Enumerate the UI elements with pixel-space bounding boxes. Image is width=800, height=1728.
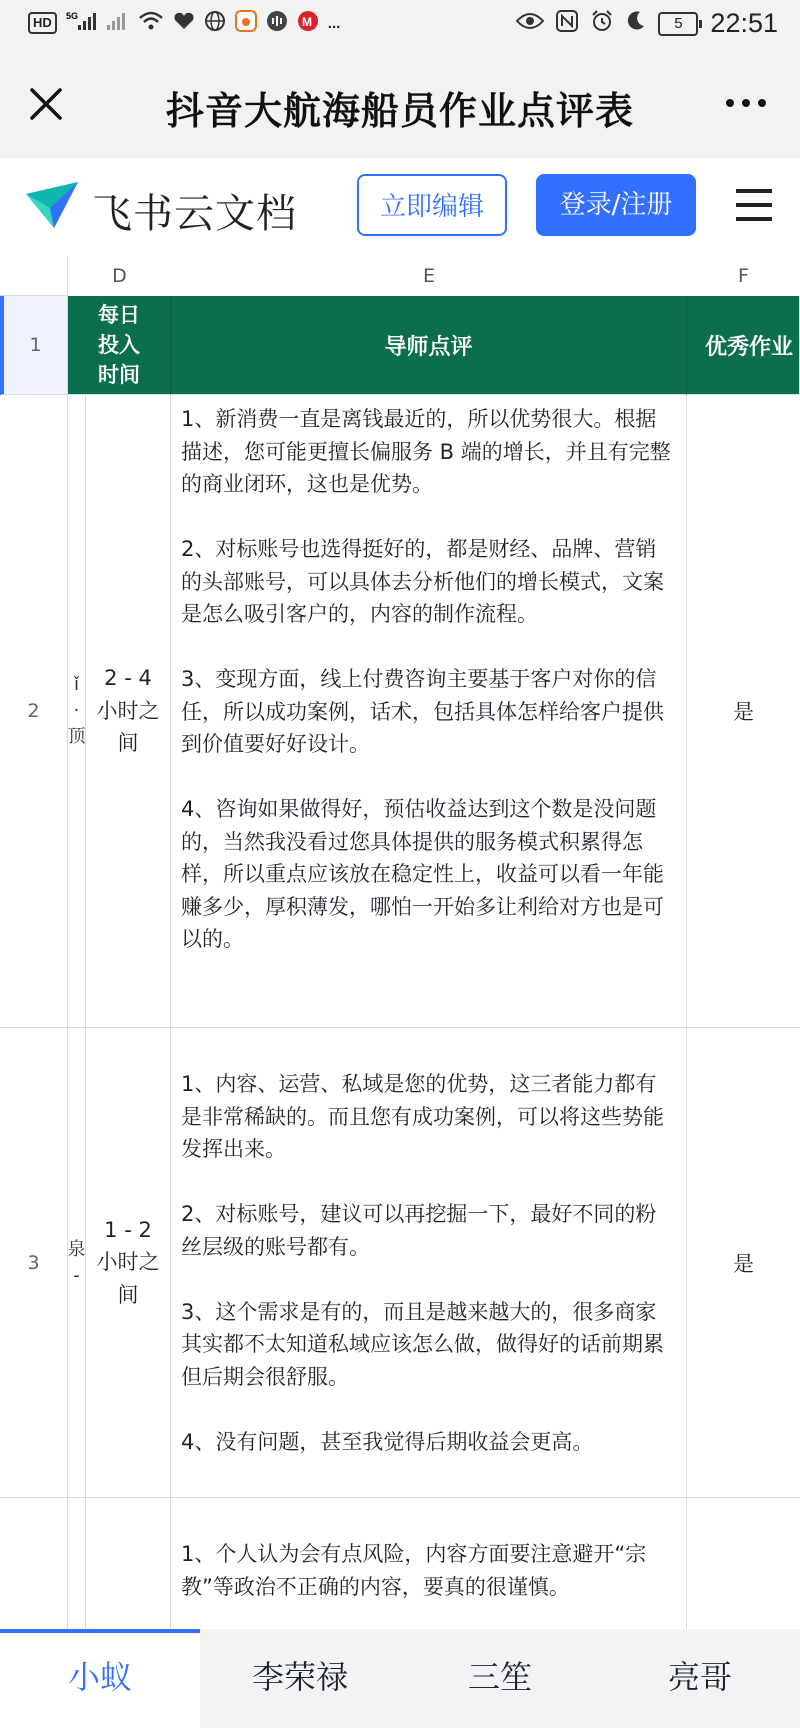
more-status-icon: ...: [327, 14, 341, 32]
header-cell-daily-time[interactable]: 每日 投入 时间: [68, 296, 171, 395]
header-cell-excellent-work[interactable]: 优秀作业: [687, 296, 800, 395]
spreadsheet[interactable]: [0, 256, 800, 1629]
row-header-3[interactable]: 3: [0, 1028, 68, 1498]
excellent-work-cell[interactable]: 是: [687, 1028, 800, 1498]
status-icons-left: [28, 10, 340, 36]
alarm-icon: [590, 9, 614, 38]
login-register-button[interactable]: 登录/注册: [536, 174, 696, 236]
status-icons-right: [516, 8, 778, 39]
hd-indicator: HD: [28, 12, 57, 34]
partial-cell[interactable]: ǐ · 顶: [68, 395, 86, 1028]
header-cell-mentor-review[interactable]: 导师点评: [171, 296, 687, 395]
corner-cell: [0, 256, 68, 296]
audio-icon: [266, 10, 288, 36]
signal-5g-icon: [66, 10, 96, 36]
svg-text:5G: 5G: [65, 11, 78, 21]
mentor-review-cell[interactable]: 1、内容、运营、私域是您的优势，这三者能力都有是非常稀缺的。而且您有成功案例，可以将这些势能发挥出来。 2、对标账号，建议可以再挖掘一下，最好不同的粉丝层级的账号都有。 3、这个需求是有的，而且是越来越大的，很多商家其实都不太知道私域应该怎么做，做得好的话前期累但后期会很舒服。 4、没有问题，甚至我觉得后期收益会更高。: [171, 1028, 687, 1498]
partial-cell[interactable]: [68, 1498, 86, 1629]
daily-time-cell[interactable]: 2 - 4 小时之 间: [86, 395, 171, 1028]
column-header-f[interactable]: F: [687, 256, 800, 297]
tab-liangge[interactable]: 亮哥: [667, 1658, 732, 1696]
hamburger-menu-icon[interactable]: [736, 186, 772, 224]
status-bar: [0, 0, 800, 54]
tab-lironglu[interactable]: 李荣禄: [251, 1658, 348, 1696]
tab-sansheng[interactable]: 三笙: [467, 1658, 532, 1696]
feishu-logo-icon: [24, 178, 80, 234]
column-header-d[interactable]: D: [68, 256, 171, 297]
page-title: 抖音大航海船员作业点评表: [165, 89, 634, 133]
excellent-work-cell[interactable]: [687, 1498, 800, 1629]
wifi-icon: [138, 10, 164, 36]
row-header-4[interactable]: [0, 1498, 68, 1629]
signal-2-icon: [105, 10, 129, 36]
eye-icon: [516, 11, 544, 36]
tab-xiaoyi[interactable]: 小蚁: [0, 1629, 200, 1728]
mentor-review-cell[interactable]: 1、新消费一直是离钱最近的，所以优势很大。根据描述，您可能更擅长偏服务 B 端的增长，并且有完整的商业闭环，这也是优势。 2、对标账号也选得挺好的，都是财经、品牌、营销的头部账号，可以具体去分析他们的增长模式，文案是怎么吸引客户的，内容的制作流程。 3、变现方面，线上付费咨询主要基于客户对你的信任，所以成功案例，话术，包括具体怎样给客户提供到价值要好好设计。 4、咨询如果做得好，预估收益达到这个数是没问题的，当然我没看过您具体提供的服务模式积累得怎样，所以重点应该放在稳定性上，收益可以看一年能赚多少，厚积薄发，哪怕一开始多让利给对方也是可以的。: [171, 395, 687, 1028]
title-bar: [0, 54, 800, 158]
row-header-2[interactable]: 2: [0, 395, 68, 1028]
nfc-icon: [556, 10, 578, 37]
clock: 22:51: [710, 8, 778, 38]
daily-time-cell[interactable]: 1 - 2 小时之 间: [86, 1028, 171, 1498]
moon-icon: [626, 10, 646, 37]
partial-cell[interactable]: 泉 -: [68, 1028, 86, 1498]
brand-name: 飞书云文档: [92, 191, 297, 237]
mentor-review-cell[interactable]: 1、个人认为会有点风险，内容方面要注意避开“宗教”等政治不正确的内容，要真的很谨慎。: [171, 1498, 687, 1629]
svg-text:M: M: [301, 15, 312, 29]
sheet-tabs: [0, 1629, 800, 1728]
more-options-icon[interactable]: [724, 88, 768, 118]
app-icon: [235, 10, 257, 36]
health-icon: [173, 11, 195, 35]
edit-now-button[interactable]: 立即编辑: [357, 174, 507, 236]
column-header-e[interactable]: E: [171, 256, 687, 297]
battery-icon: 5: [658, 12, 698, 36]
app-header: [0, 158, 800, 257]
row-header-1[interactable]: 1: [0, 296, 68, 395]
browser-icon: [204, 10, 226, 36]
daily-time-cell[interactable]: [86, 1498, 171, 1629]
excellent-work-cell[interactable]: 是: [687, 395, 800, 1028]
app2-icon: [297, 10, 319, 36]
